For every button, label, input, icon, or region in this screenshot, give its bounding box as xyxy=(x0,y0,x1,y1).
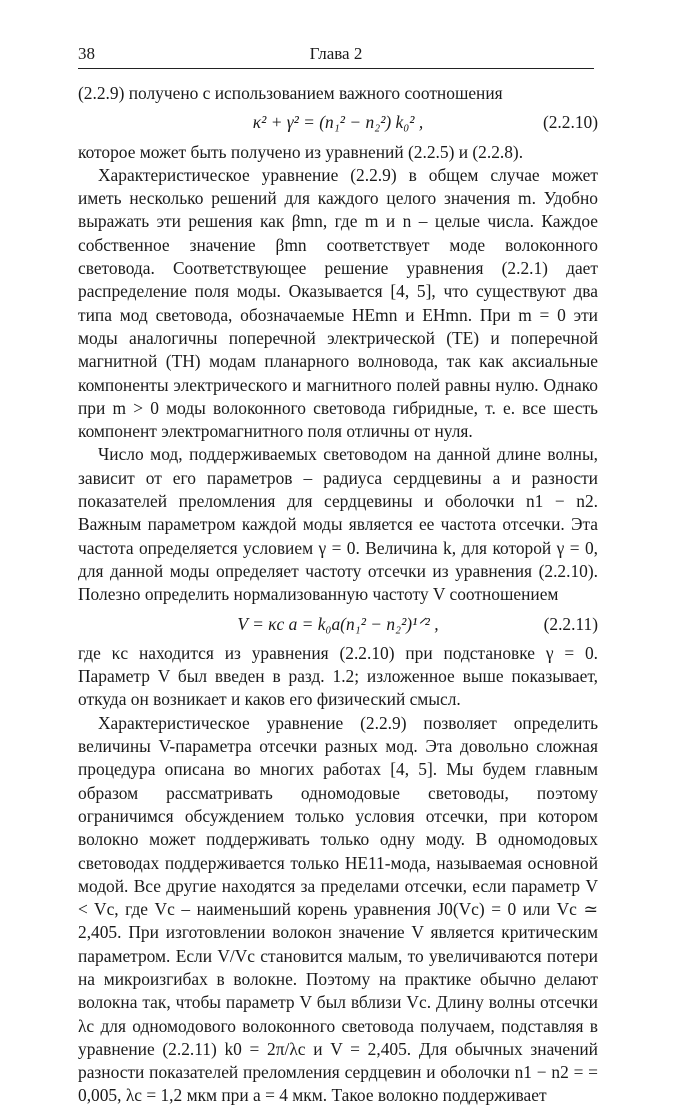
page-body xyxy=(78,82,598,1108)
paragraph-cutoff: Характеристическое уравнение (2.2.9) позволяет определить величины V-параметра отсечки разных мод. Эта довольно сложная процедура описана во многих работах [4, 5]. Мы будем главным образом рассматривать одномодовые световоды, поэтому ограничимся обсуждением только условия отсечки, при котором волокно может поддерживать только одну моду. В одномодовых световодах поддерживается только HE11-мода, называемая основной модой. Все другие находятся за пределами отсечки, если параметр V < Vc, где Vc – наименьший корень уравнения J0(Vc) = 0 или Vc ≃ 2,405. При изготовлении волокон значение V является критическим параметром. Если V/Vc становится малым, то увеличиваются потери на микроизгибах в волокне. Поэтому на практике обычно делают волокна так, чтобы параметр V был вблизи Vc. Длину волны отсечки λc для одномодового волоконного световода получаем, подставляя в уравнение (2.2.11) k0 = 2π/λc и V = 2,405. Для обычных значений разности показателей преломления сердцевин и оболочки n1 − n2 = = 0,005, λc = 1,2 мкм при a = 4 мкм. Такое волокно поддерживает xyxy=(78,712,598,1106)
equation-formula: κ² + γ² = (n₁² − n₂²) k₀² , xyxy=(252,112,424,133)
equation-formula: V = κc a = k₀a(n₁² − n₂²)¹ᐟ² , xyxy=(237,613,439,634)
equation-number: (2.2.11) xyxy=(543,613,598,634)
paragraph-characteristic-equation: Характеристическое уравнение (2.2.9) в общем случае может иметь несколько решений для каждого целого значения m. Удобно выражать эти решения как βmn, где m и n – целые числа. Каждое собственное значение βmn соответствует моде волоконного световода. Соответствующее решение уравнения (2.2.1) дает распределение поля моды. Оказывается [4, 5], что существуют два типа мод световода, обозначаемые HEmn и EHmn. При m = 0 эти моды аналогичны поперечной электрической (TE) и поперечной магнитной (TH) модам планарного волновода, так как аксиальные компоненты электрического и магнитного полей равны нулю. Однако при m > 0 моды волоконного световода гибридные, т. е. все шесть компонент электромагнитного поля отличны от нуля. xyxy=(78,164,598,442)
paragraph-mode-count: Число мод, поддерживаемых световодом на данной длине волны, зависит от его параметров – радиуса сердцевины a и разности показателей преломления для сердцевины и оболочки n1 − n2. Важным параметром каждой моды является ее частота отсечки. Эта частота определяется условием γ = 0. Величина k, для которой γ = 0, для данной моды определяет частоту отсечки из уравнения (2.2.10). Полезно определить нормализованную частоту V соотношением xyxy=(78,444,598,605)
page-number: 38 xyxy=(78,44,95,63)
equation-2-2-10 xyxy=(78,111,598,134)
equation-number: (2.2.10) xyxy=(542,112,598,133)
paragraph-after-equation: которое может быть получено из уравнений (2.2.5) и (2.2.8). xyxy=(78,141,524,162)
running-header xyxy=(78,44,594,69)
paragraph-where-kappa: где κc находится из уравнения (2.2.10) при подстановке γ = 0. Параметр V был введен в разд. 1.2; изложенное выше показывает, откуда он возникает и каков его физический смысл. xyxy=(78,642,598,710)
chapter-title: Глава 2 xyxy=(309,44,363,63)
paragraph-intro: (2.2.9) получено с использованием важного соотношения xyxy=(78,83,503,103)
equation-2-2-11 xyxy=(78,613,598,636)
